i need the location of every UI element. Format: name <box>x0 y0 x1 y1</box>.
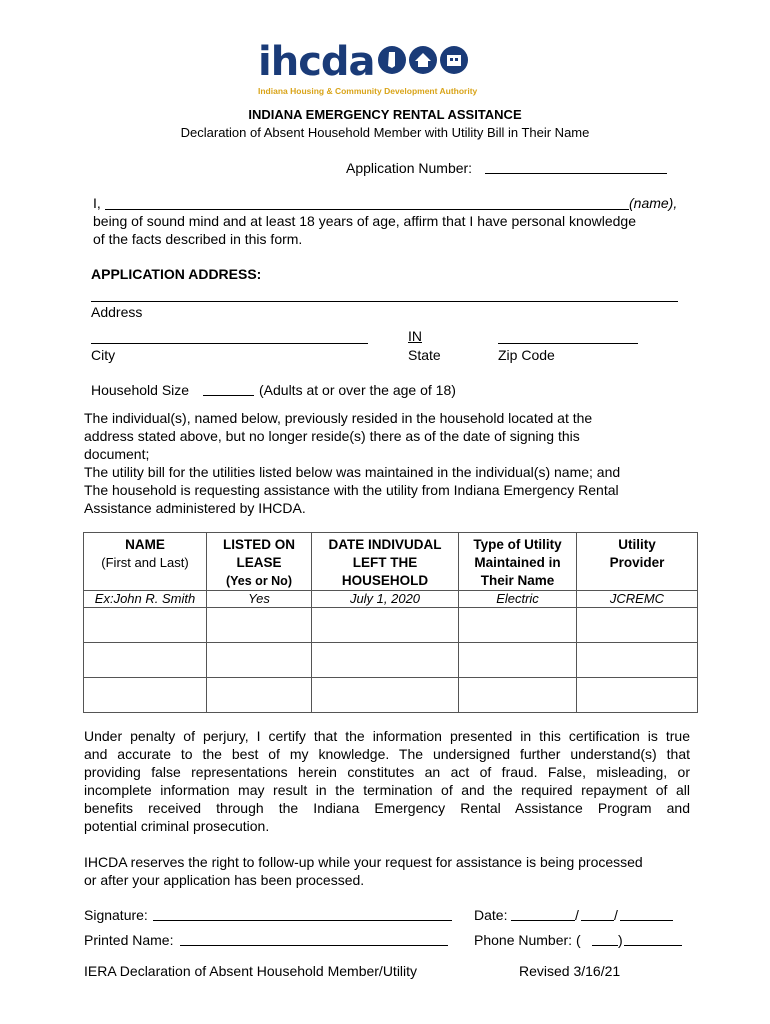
address-label: Address <box>91 304 143 320</box>
zip-label: Zip Code <box>498 347 555 363</box>
statement-line-5: The household is requesting assistance with the utility from Indiana Emergency Rental <box>84 482 619 498</box>
statement-line-1: The individual(s), named below, previously resided in the household located at the <box>84 410 593 426</box>
statement-line-3: document; <box>84 446 150 462</box>
table-row <box>84 608 698 643</box>
table-example-row <box>84 591 698 608</box>
printed-name-field[interactable] <box>180 945 448 946</box>
example-utility-type: Electric <box>459 591 577 608</box>
page-title: INDIANA EMERGENCY RENTAL ASSITANCE <box>248 107 522 122</box>
table-row <box>84 643 698 678</box>
house-icon <box>409 46 437 74</box>
perjury-line-1: Under penalty of perjury, I certify that the information presented in this certification is true <box>84 728 690 744</box>
date-month-field[interactable] <box>511 920 575 921</box>
indiana-state-icon <box>378 46 406 74</box>
table-cell[interactable] <box>577 608 698 643</box>
page-subtitle: Declaration of Absent Household Member with Utility Bill in Their Name <box>180 125 590 140</box>
table-cell[interactable] <box>459 678 577 713</box>
ihcda-logo <box>258 40 488 100</box>
table-cell[interactable] <box>84 608 207 643</box>
table-cell[interactable] <box>312 608 459 643</box>
printed-name-label: Printed Name: <box>84 932 174 948</box>
affirm-prefix: I, <box>93 195 101 211</box>
affirm-line-2: being of sound mind and at least 18 years of age, affirm that I have personal knowledge <box>93 213 636 229</box>
statement-line-2: address stated above, but no longer reside(s) there as of the date of signing this <box>84 428 580 444</box>
state-value: IN <box>408 328 422 344</box>
affirm-name-field[interactable] <box>105 209 629 210</box>
signature-label: Signature: <box>84 907 148 923</box>
table-cell[interactable] <box>312 643 459 678</box>
address-field[interactable] <box>91 301 678 302</box>
table-cell[interactable] <box>577 643 698 678</box>
reserve-line-1: IHCDA reserves the right to follow-up while your request for assistance is being processed <box>84 854 643 870</box>
table-cell[interactable] <box>312 678 459 713</box>
table-cell[interactable] <box>207 608 312 643</box>
phone-label: Phone Number: ( <box>474 932 581 948</box>
col-date-header: DATE INDIVUDAL LEFT THE HOUSEHOLD <box>312 533 459 591</box>
example-provider: JCREMC <box>577 591 698 608</box>
statement-line-4: The utility bill for the utilities listed below was maintained in the individual(s) name; and <box>84 464 621 480</box>
table-header-row <box>84 533 698 591</box>
table-row <box>84 678 698 713</box>
date-sep-1: / <box>575 907 579 923</box>
perjury-paragraph <box>84 727 690 835</box>
phone-close-paren: ) <box>618 932 623 948</box>
affirm-name-suffix: (name), <box>629 195 678 211</box>
date-sep-2: / <box>614 907 618 923</box>
household-size-label: Household Size <box>91 382 190 398</box>
absent-members-table <box>83 532 698 713</box>
household-size-field[interactable] <box>203 395 254 396</box>
reserve-line-2: or after your application has been processed. <box>84 872 365 888</box>
example-date: July 1, 2020 <box>312 591 459 608</box>
logo-wordmark: ihcda <box>258 39 375 85</box>
perjury-line-3: providing false representations herein constitutes an act of fraud. False, misleading, or <box>84 764 690 780</box>
col-lease-header: LISTED ON LEASE (Yes or No) <box>207 533 312 591</box>
table-cell[interactable] <box>207 678 312 713</box>
signature-field[interactable] <box>153 920 452 921</box>
logo-tagline: Indiana Housing & Community Development Authority <box>258 86 478 96</box>
phone-number-field[interactable] <box>624 945 682 946</box>
example-lease: Yes <box>207 591 312 608</box>
table-cell[interactable] <box>459 643 577 678</box>
zip-field[interactable] <box>498 343 638 344</box>
perjury-line-6: potential criminal prosecution. <box>84 818 270 834</box>
example-name: Ex:John R. Smith <box>84 591 207 608</box>
table-cell[interactable] <box>84 643 207 678</box>
statement-line-6: Assistance administered by IHCDA. <box>84 500 306 516</box>
table-cell[interactable] <box>577 678 698 713</box>
address-heading: APPLICATION ADDRESS: <box>91 266 262 282</box>
city-field[interactable] <box>91 343 368 344</box>
application-number-label: Application Number: <box>346 160 473 176</box>
col-utility-type-header: Type of Utility Maintained in Their Name <box>459 533 577 591</box>
date-day-field[interactable] <box>581 920 614 921</box>
household-size-note: (Adults at or over the age of 18) <box>259 382 456 398</box>
perjury-line-5: benefits received through the Indiana Emergency Rental Assistance Program and <box>84 800 690 816</box>
footer-form-name: IERA Declaration of Absent Household Member/Utility <box>84 963 418 979</box>
city-label: City <box>91 347 116 363</box>
table-cell[interactable] <box>84 678 207 713</box>
affirm-line-3: of the facts described in this form. <box>93 231 303 247</box>
footer-revision: Revised 3/16/21 <box>519 963 621 979</box>
table-cell[interactable] <box>459 608 577 643</box>
table-cell[interactable] <box>207 643 312 678</box>
application-number-field[interactable] <box>485 173 667 174</box>
perjury-line-4: incomplete information may result in the termination of and the required repayment of all <box>84 782 690 798</box>
community-icon <box>440 46 468 74</box>
col-provider-header: Utility Provider <box>577 533 698 591</box>
date-year-field[interactable] <box>620 920 673 921</box>
date-label: Date: <box>474 907 508 923</box>
state-label: State <box>408 347 441 363</box>
phone-area-code-field[interactable] <box>592 945 618 946</box>
col-name-header: NAME (First and Last) <box>84 533 207 591</box>
perjury-line-2: and accurate to the best of my knowledge. The undersigned further understand(s) that <box>84 746 690 762</box>
